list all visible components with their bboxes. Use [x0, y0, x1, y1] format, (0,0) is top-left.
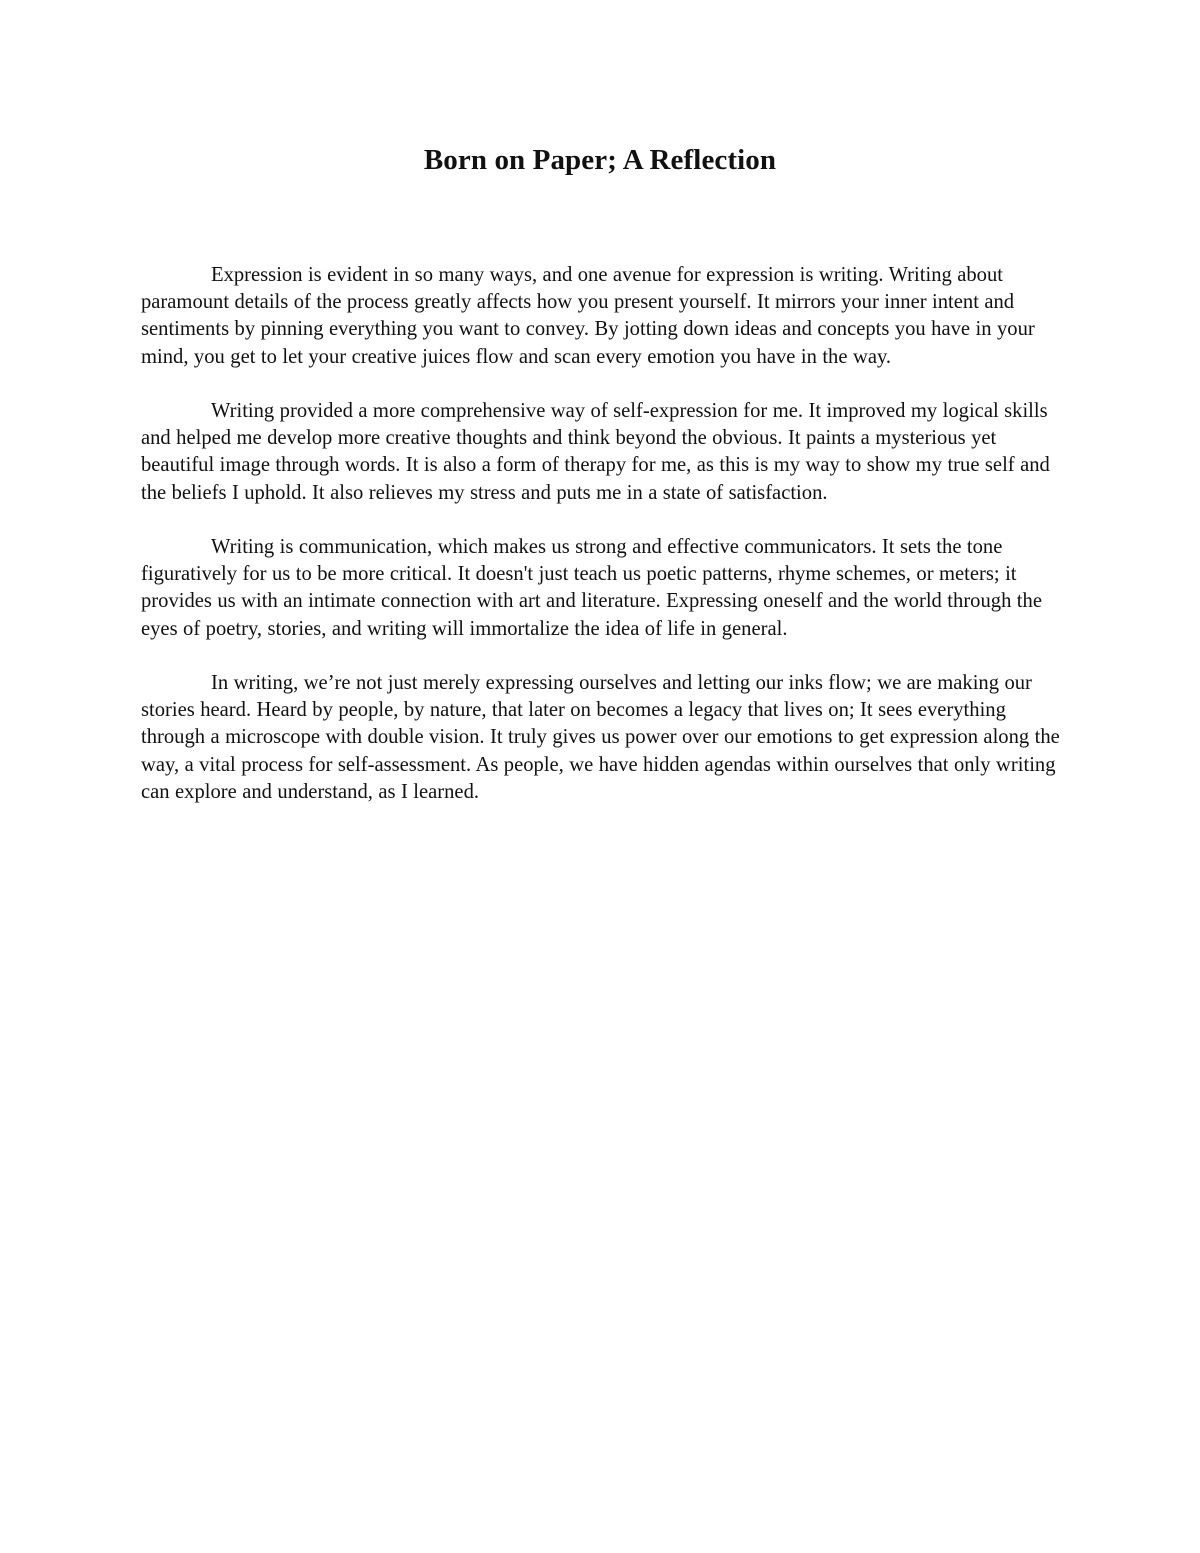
paragraph-2: Writing provided a more comprehensive way of self-expression for me. It improved my logical skills and helped me develop more creative thoughts and think beyond the obvious. It paints a mysterious yet beautiful image through words. It is also a form of therapy for me, as this is my way to show my true self and the beliefs I uphold. It also relieves my stress and puts me in a state of satisfaction.	[141, 400, 1050, 504]
paragraph-4: In writing, we’re not just merely expressing ourselves and letting our inks flow; we are making our stories heard. Heard by people, by nature, that later on becomes a legacy that lives on; It sees everything through a microscope with double vision. It truly gives us power over our emotions to get expression along the way, a vital process for self-assessment. As people, we have hidden agendas within ourselves that only writing can explore and understand, as I learned.	[141, 672, 1060, 803]
document-body	[141, 262, 1061, 833]
document-title: Born on Paper; A Reflection	[423, 144, 777, 176]
paragraph-1: Expression is evident in so many ways, and one avenue for expression is writing. Writing about paramount details of the process greatly affects how you present yourself. It mirrors your inner intent and sentiments by pinning everything you want to convey. By jotting down ideas and concepts you have in your mind, you get to let your creative juices flow and scan every emotion you have in the way.	[141, 264, 1035, 368]
paragraph-3: Writing is communication, which makes us strong and effective communicators. It sets the tone figuratively for us to be more critical. It doesn't just teach us poetic patterns, rhyme schemes, or meters; it provides us with an intimate connection with art and literature. Expressing oneself and the world through the eyes of poetry, stories, and writing will immortalize the idea of life in general.	[141, 536, 1042, 640]
